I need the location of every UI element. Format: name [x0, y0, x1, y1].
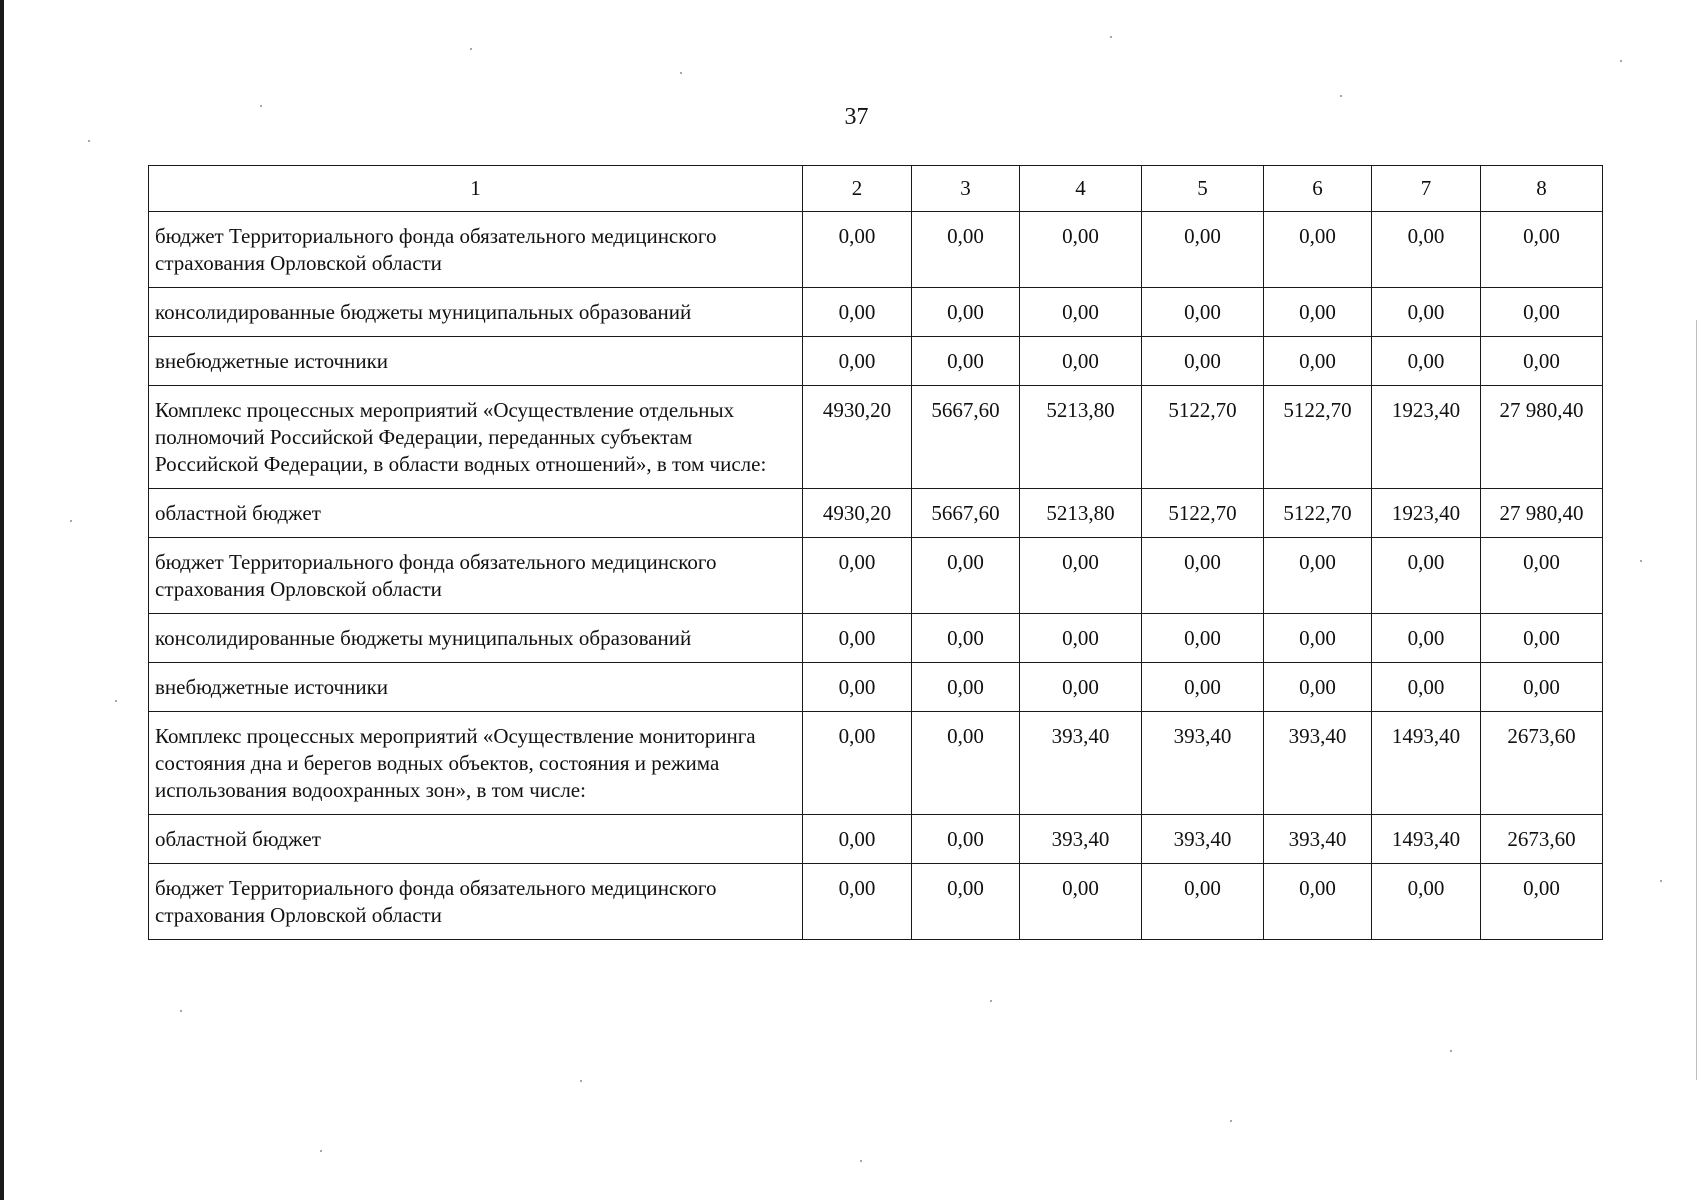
- value-cell: 393,40: [1264, 815, 1372, 864]
- value-cell: 1493,40: [1372, 815, 1481, 864]
- table-row: [149, 288, 1603, 337]
- value-cell: 0,00: [912, 815, 1020, 864]
- value-cell: 0,00: [1481, 864, 1603, 940]
- value-cell: 0,00: [1142, 337, 1264, 386]
- value-cell: 0,00: [1264, 337, 1372, 386]
- scan-speck: [1230, 1120, 1232, 1122]
- scan-speck: [470, 48, 472, 50]
- value-cell: 0,00: [1142, 212, 1264, 288]
- value-cell: 0,00: [1142, 614, 1264, 663]
- value-cell: 27 980,40: [1481, 386, 1603, 489]
- value-cell: 0,00: [1372, 614, 1481, 663]
- value-cell: 0,00: [1481, 663, 1603, 712]
- value-cell: 5213,80: [1020, 386, 1142, 489]
- table-row: [149, 815, 1603, 864]
- row-label: Комплекс процессных мероприятий «Осуществление отдельных полномочий Российской Федерации, переданных субъектам Российской Федерации, в области водных отношений», в том числе:: [149, 386, 803, 489]
- value-cell: 0,00: [1372, 538, 1481, 614]
- value-cell: 5122,70: [1142, 489, 1264, 538]
- value-cell: 0,00: [1372, 337, 1481, 386]
- value-cell: 4930,20: [803, 386, 912, 489]
- value-cell: 5213,80: [1020, 489, 1142, 538]
- value-cell: 0,00: [1020, 337, 1142, 386]
- value-cell: 1923,40: [1372, 489, 1481, 538]
- scan-left-edge: [0, 0, 4, 1200]
- value-cell: 27 980,40: [1481, 489, 1603, 538]
- value-cell: 0,00: [1142, 538, 1264, 614]
- header-cell: 4: [1020, 166, 1142, 212]
- value-cell: 0,00: [1481, 337, 1603, 386]
- value-cell: 5122,70: [1142, 386, 1264, 489]
- value-cell: 393,40: [1142, 712, 1264, 815]
- value-cell: 0,00: [912, 614, 1020, 663]
- value-cell: 0,00: [1372, 288, 1481, 337]
- scan-right-edge: [1696, 320, 1697, 1080]
- scan-speck: [580, 1080, 582, 1082]
- value-cell: 0,00: [912, 712, 1020, 815]
- value-cell: 0,00: [1264, 663, 1372, 712]
- value-cell: 393,40: [1020, 712, 1142, 815]
- value-cell: 0,00: [1142, 663, 1264, 712]
- value-cell: 0,00: [912, 864, 1020, 940]
- header-cell: 7: [1372, 166, 1481, 212]
- value-cell: 0,00: [1264, 288, 1372, 337]
- scan-speck: [1450, 1050, 1452, 1052]
- value-cell: 393,40: [1264, 712, 1372, 815]
- row-label: консолидированные бюджеты муниципальных образований: [149, 288, 803, 337]
- value-cell: 0,00: [1264, 864, 1372, 940]
- value-cell: 0,00: [1264, 538, 1372, 614]
- header-cell: 1: [149, 166, 803, 212]
- value-cell: 0,00: [1372, 212, 1481, 288]
- value-cell: 5667,60: [912, 386, 1020, 489]
- value-cell: 0,00: [803, 663, 912, 712]
- header-cell: 3: [912, 166, 1020, 212]
- table-row: [149, 337, 1603, 386]
- value-cell: 0,00: [1020, 538, 1142, 614]
- value-cell: 0,00: [1264, 212, 1372, 288]
- header-cell: 8: [1481, 166, 1603, 212]
- scan-speck: [990, 1000, 992, 1002]
- scan-speck: [115, 700, 117, 702]
- header-cell: 5: [1142, 166, 1264, 212]
- value-cell: 1923,40: [1372, 386, 1481, 489]
- value-cell: 0,00: [1142, 288, 1264, 337]
- row-label: областной бюджет: [149, 489, 803, 538]
- value-cell: 0,00: [912, 538, 1020, 614]
- row-label: областной бюджет: [149, 815, 803, 864]
- value-cell: 5122,70: [1264, 386, 1372, 489]
- row-label: Комплекс процессных мероприятий «Осуществление мониторинга состояния дна и берегов водных объектов, состояния и режима использования водоохранных зон», в том числе:: [149, 712, 803, 815]
- scan-speck: [88, 140, 90, 142]
- value-cell: 0,00: [912, 212, 1020, 288]
- scan-speck: [1620, 60, 1622, 62]
- scan-speck: [70, 520, 72, 522]
- value-cell: 0,00: [1481, 614, 1603, 663]
- value-cell: 393,40: [1020, 815, 1142, 864]
- value-cell: 0,00: [803, 288, 912, 337]
- value-cell: 4930,20: [803, 489, 912, 538]
- value-cell: 0,00: [803, 712, 912, 815]
- header-cell: 6: [1264, 166, 1372, 212]
- value-cell: 0,00: [1481, 212, 1603, 288]
- scan-speck: [1640, 560, 1642, 562]
- table-row: [149, 489, 1603, 538]
- value-cell: 0,00: [803, 538, 912, 614]
- value-cell: 2673,60: [1481, 712, 1603, 815]
- value-cell: 0,00: [1020, 663, 1142, 712]
- table-row: [149, 864, 1603, 940]
- table-row: [149, 386, 1603, 489]
- table-row: [149, 663, 1603, 712]
- value-cell: 5667,60: [912, 489, 1020, 538]
- table-row: [149, 712, 1603, 815]
- value-cell: 0,00: [803, 212, 912, 288]
- row-label: бюджет Территориального фонда обязательного медицинского страхования Орловской области: [149, 212, 803, 288]
- value-cell: 0,00: [912, 337, 1020, 386]
- value-cell: 0,00: [1372, 864, 1481, 940]
- row-label: бюджет Территориального фонда обязательного медицинского страхования Орловской области: [149, 864, 803, 940]
- value-cell: 393,40: [1142, 815, 1264, 864]
- value-cell: 0,00: [1142, 864, 1264, 940]
- table-header-row: [149, 166, 1603, 212]
- value-cell: 0,00: [803, 864, 912, 940]
- value-cell: 0,00: [912, 288, 1020, 337]
- table-row: [149, 538, 1603, 614]
- row-label: внебюджетные источники: [149, 663, 803, 712]
- row-label: консолидированные бюджеты муниципальных образований: [149, 614, 803, 663]
- value-cell: 0,00: [803, 614, 912, 663]
- value-cell: 1493,40: [1372, 712, 1481, 815]
- value-cell: 0,00: [1020, 864, 1142, 940]
- value-cell: 0,00: [803, 337, 912, 386]
- value-cell: 0,00: [1020, 212, 1142, 288]
- scan-speck: [320, 1150, 322, 1152]
- value-cell: 5122,70: [1264, 489, 1372, 538]
- budget-table: [148, 165, 1603, 940]
- header-cell: 2: [803, 166, 912, 212]
- value-cell: 0,00: [1020, 614, 1142, 663]
- row-label: бюджет Территориального фонда обязательного медицинского страхования Орловской области: [149, 538, 803, 614]
- value-cell: 0,00: [1481, 288, 1603, 337]
- scan-speck: [860, 1160, 862, 1162]
- value-cell: 0,00: [1481, 538, 1603, 614]
- scan-speck: [1660, 880, 1662, 882]
- table-row: [149, 614, 1603, 663]
- table-row: [149, 212, 1603, 288]
- row-label: внебюджетные источники: [149, 337, 803, 386]
- value-cell: 0,00: [1020, 288, 1142, 337]
- value-cell: 0,00: [1264, 614, 1372, 663]
- value-cell: 0,00: [803, 815, 912, 864]
- scan-speck: [680, 72, 682, 74]
- page-number: 37: [844, 104, 869, 130]
- scan-speck: [1340, 95, 1342, 97]
- scan-speck: [1110, 36, 1112, 38]
- value-cell: 2673,60: [1481, 815, 1603, 864]
- value-cell: 0,00: [1372, 663, 1481, 712]
- scan-speck: [260, 105, 262, 107]
- value-cell: 0,00: [912, 663, 1020, 712]
- scan-speck: [180, 1010, 182, 1012]
